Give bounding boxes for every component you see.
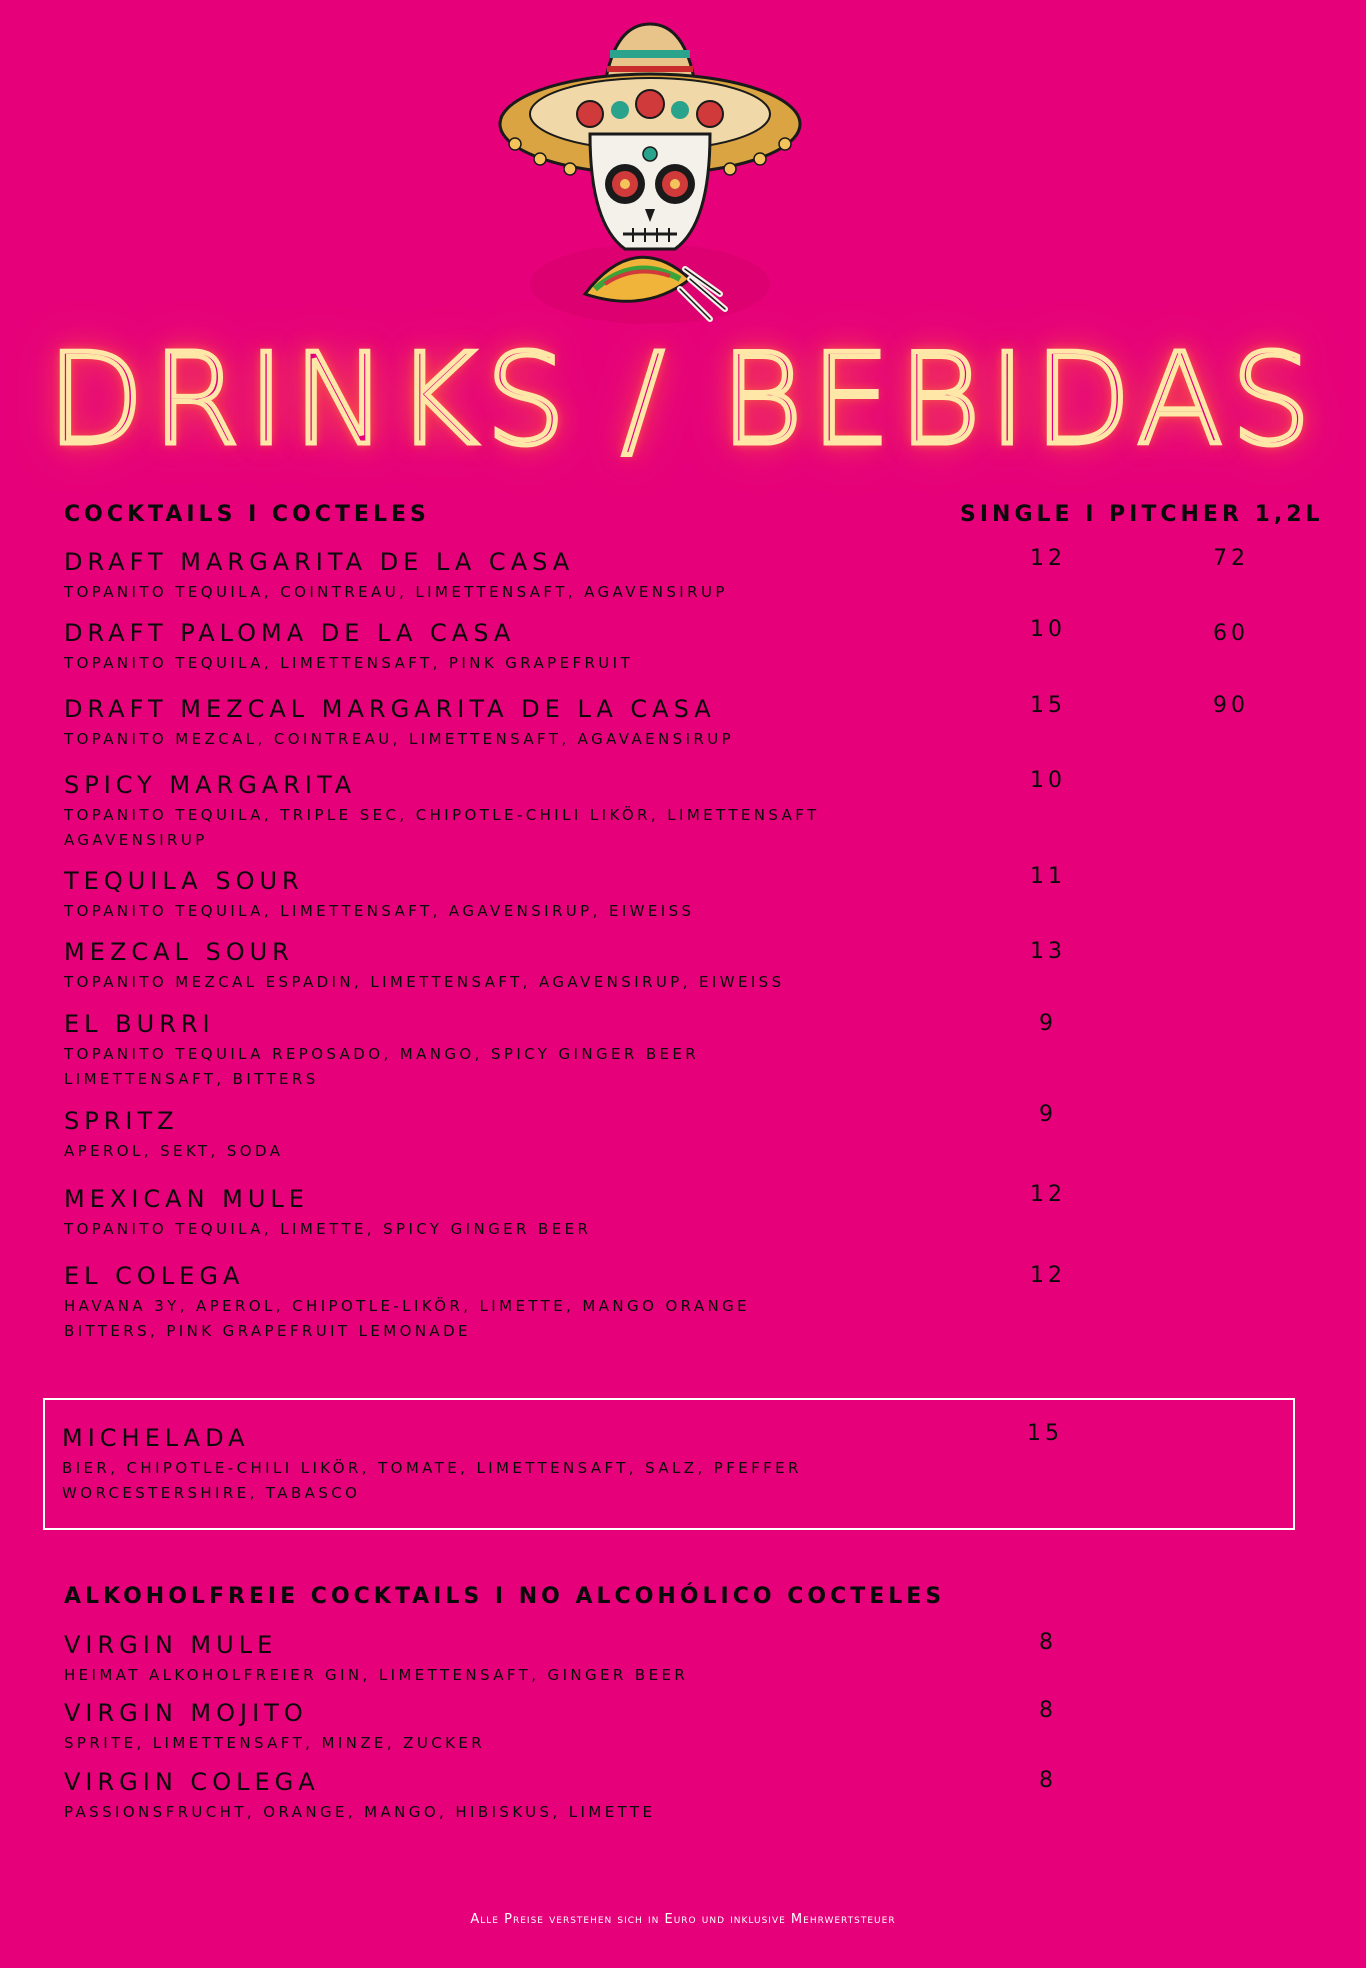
item-description: BIER, CHIPOTLE-CHILI LIKÖR, TOMATE, LIMETTENSAFT, SALZ, PFEFFER WORCESTERSHIRE, TABASCO	[62, 1459, 802, 1502]
single-price: 8	[1039, 1630, 1057, 1655]
price-column-header: SINGLE I PITCHER 1,2L	[960, 502, 1324, 527]
sugar-skull-sombrero-logo	[495, 14, 805, 332]
menu-item	[64, 771, 964, 853]
single-price: 12	[1030, 546, 1066, 571]
single-price: 10	[1030, 768, 1066, 793]
single-price: 9	[1039, 1102, 1057, 1127]
item-name: TEQUILA SOUR	[64, 867, 304, 895]
menu-item-michelada	[62, 1424, 962, 1506]
single-price: 9	[1039, 1011, 1057, 1036]
pitcher-price: 60	[1213, 621, 1249, 646]
non-alcoholic-heading: ALKOHOLFREIE COCKTAILS I NO ALCOHÓLICO COCTELES	[64, 1584, 946, 1609]
single-price: 15	[1027, 1421, 1063, 1446]
item-name: MEZCAL SOUR	[64, 938, 294, 966]
menu-item	[64, 1699, 964, 1756]
single-price: 12	[1030, 1182, 1066, 1207]
item-description: TOPANITO MEZCAL ESPADIN, LIMETTENSAFT, AGAVENSIRUP, EIWEISS	[64, 973, 785, 991]
pitcher-price: 72	[1213, 546, 1249, 571]
menu-item	[64, 1185, 964, 1242]
single-price: 11	[1030, 864, 1066, 889]
menu-item	[64, 1010, 964, 1092]
menu-item	[64, 695, 964, 752]
item-name: EL COLEGA	[64, 1262, 245, 1290]
pitcher-price: 90	[1213, 693, 1249, 718]
item-description: APEROL, SEKT, SODA	[64, 1142, 284, 1160]
single-price: 12	[1030, 1263, 1066, 1288]
item-name: DRAFT MARGARITA DE LA CASA	[64, 548, 575, 576]
menu-item	[64, 1631, 964, 1688]
single-price: 13	[1030, 939, 1066, 964]
menu-item	[64, 619, 964, 676]
page-title: DRINKS / BEBIDAS	[47, 326, 1319, 473]
item-description: PASSIONSFRUCHT, ORANGE, MANGO, HIBISKUS, LIMETTE	[64, 1803, 656, 1821]
menu-item	[64, 1107, 964, 1164]
menu-item	[64, 867, 964, 924]
item-description: HEIMAT ALKOHOLFREIER GIN, LIMETTENSAFT, GINGER BEER	[64, 1666, 689, 1684]
single-price: 8	[1039, 1768, 1057, 1793]
item-name: DRAFT MEZCAL MARGARITA DE LA CASA	[64, 695, 716, 723]
menu-item	[64, 1768, 964, 1825]
item-name: MICHELADA	[62, 1424, 250, 1452]
item-description: TOPANITO TEQUILA REPOSADO, MANGO, SPICY GINGER BEER LIMETTENSAFT, BITTERS	[64, 1045, 700, 1088]
single-price: 8	[1039, 1698, 1057, 1723]
item-description: HAVANA 3Y, APEROL, CHIPOTLE-LIKÖR, LIMETTE, MANGO ORANGE BITTERS, PINK GRAPEFRUIT LEMONADE	[64, 1297, 751, 1340]
footer-note: Alle Preise verstehen sich in Euro und inklusive Mehrwertsteuer	[470, 1912, 896, 1927]
item-name: VIRGIN COLEGA	[64, 1768, 320, 1796]
menu-item	[64, 548, 964, 605]
item-name: VIRGIN MULE	[64, 1631, 278, 1659]
item-name: SPICY MARGARITA	[64, 771, 357, 799]
item-description: TOPANITO TEQUILA, COINTREAU, LIMETTENSAFT, AGAVENSIRUP	[64, 583, 728, 601]
item-description: TOPANITO TEQUILA, LIMETTENSAFT, AGAVENSIRUP, EIWEISS	[64, 902, 695, 920]
item-name: MEXICAN MULE	[64, 1185, 309, 1213]
single-price: 15	[1030, 693, 1066, 718]
item-name: VIRGIN MOJITO	[64, 1699, 308, 1727]
cocktails-heading: COCKTAILS I COCTELES	[64, 502, 430, 527]
item-name: DRAFT PALOMA DE LA CASA	[64, 619, 516, 647]
item-description: SPRITE, LIMETTENSAFT, MINZE, ZUCKER	[64, 1734, 486, 1752]
item-name: SPRITZ	[64, 1107, 179, 1135]
item-description: TOPANITO TEQUILA, LIMETTE, SPICY GINGER BEER	[64, 1220, 592, 1238]
menu-item	[64, 1262, 964, 1344]
item-description: TOPANITO MEZCAL, COINTREAU, LIMETTENSAFT, AGAVAENSIRUP	[64, 730, 735, 748]
single-price: 10	[1030, 617, 1066, 642]
menu-item	[64, 938, 964, 995]
item-name: EL BURRI	[64, 1010, 215, 1038]
item-description: TOPANITO TEQUILA, TRIPLE SEC, CHIPOTLE-CHILI LIKÖR, LIMETTENSAFT AGAVENSIRUP	[64, 806, 820, 849]
item-description: TOPANITO TEQUILA, LIMETTENSAFT, PINK GRAPEFRUIT	[64, 654, 634, 672]
